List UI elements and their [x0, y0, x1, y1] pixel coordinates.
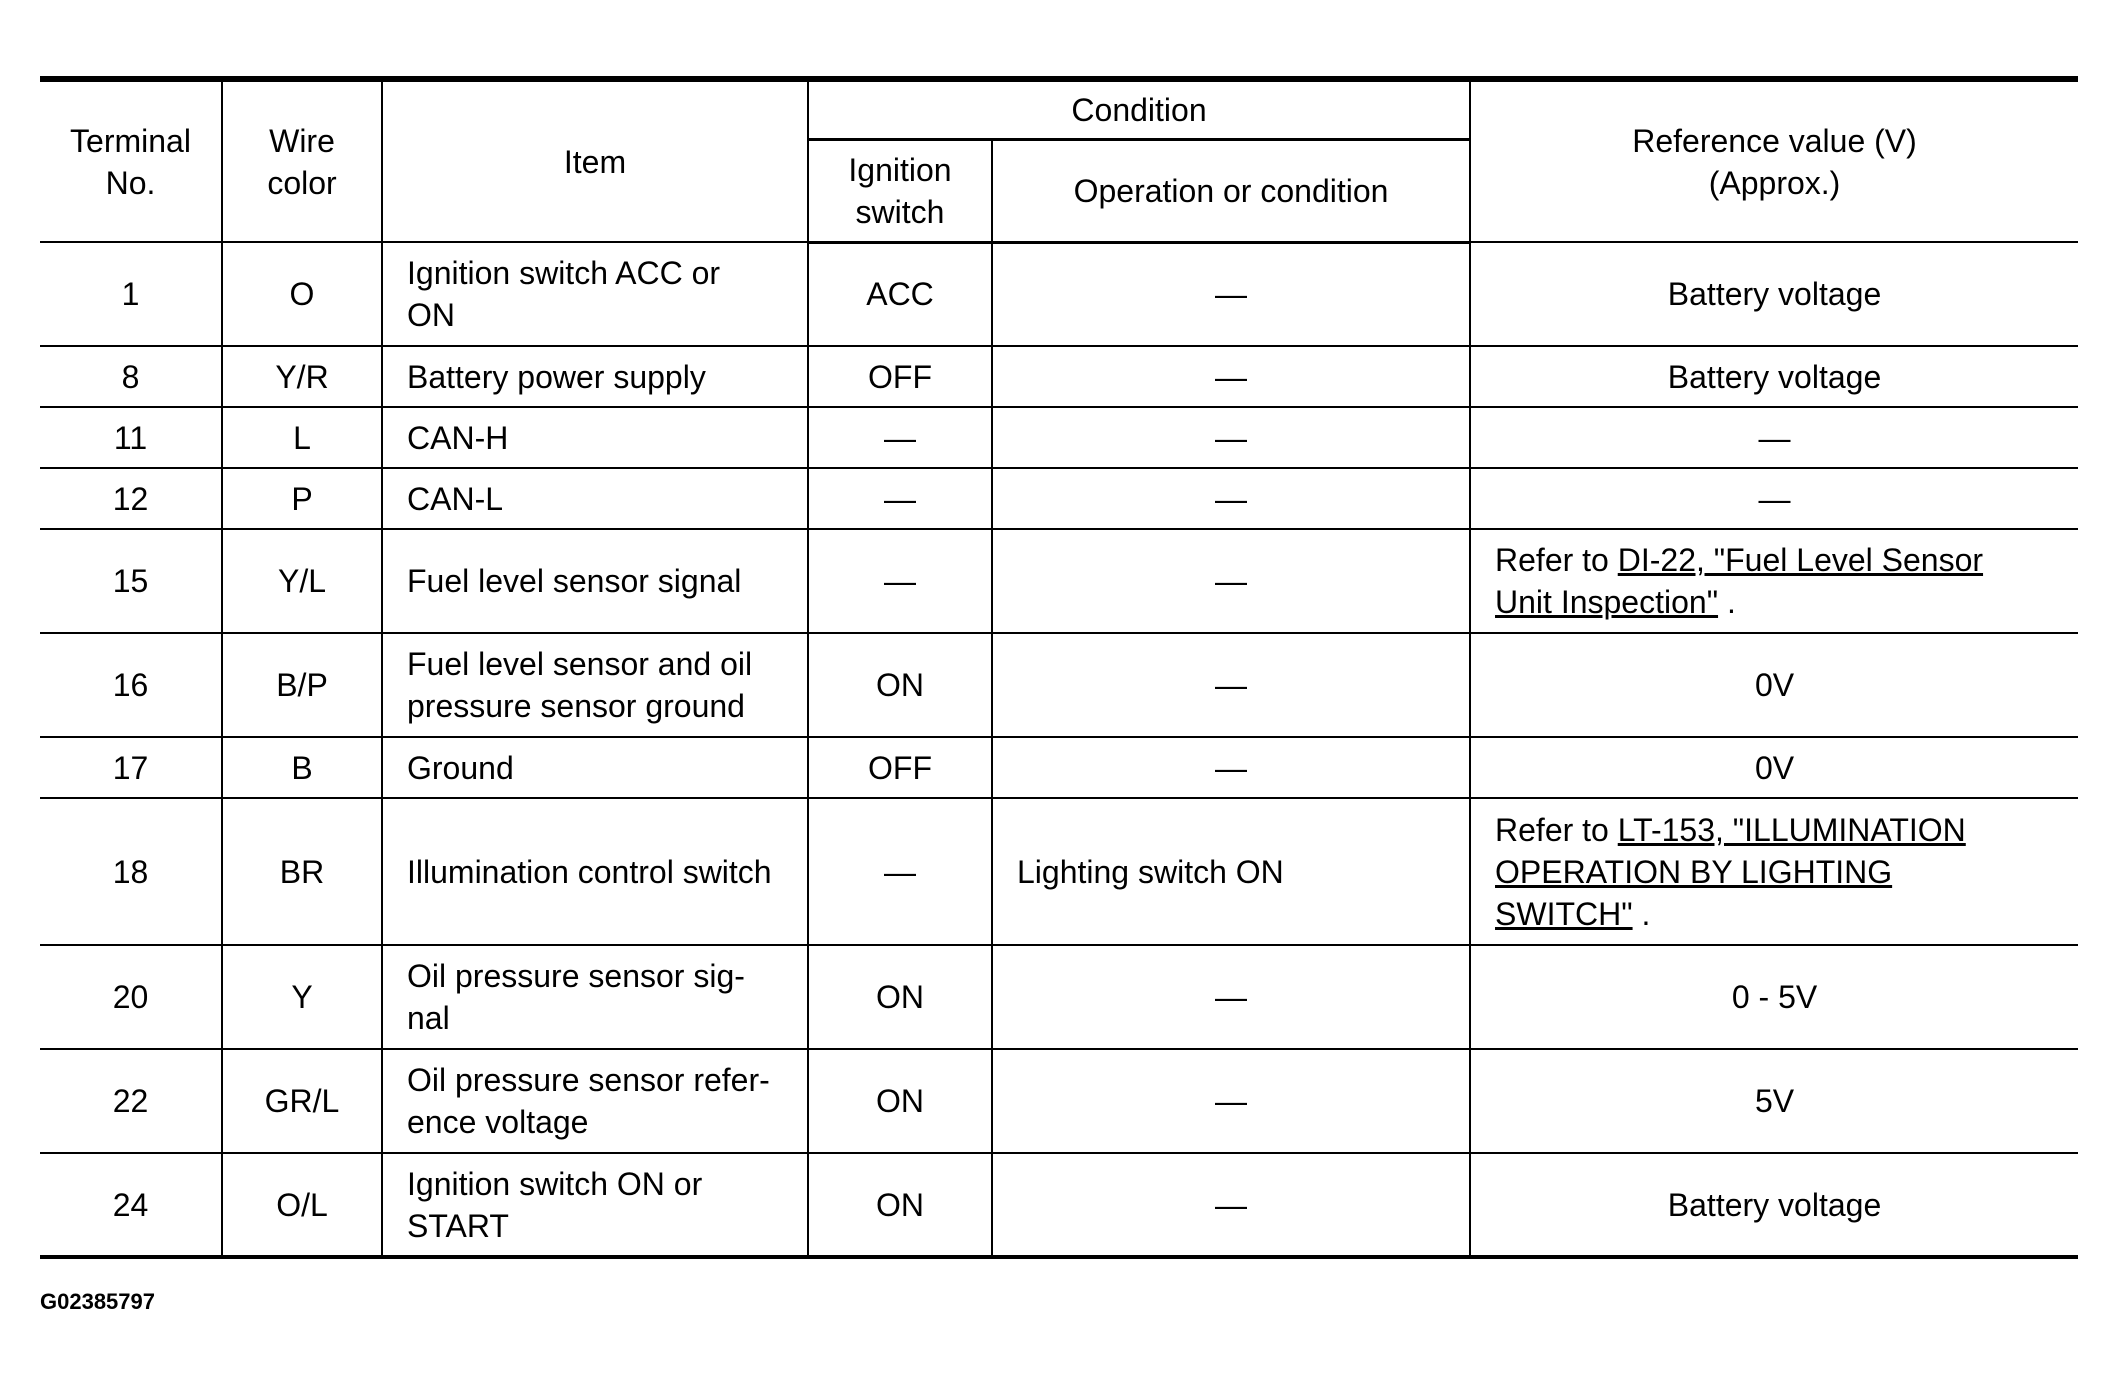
terminal-no-cell: 1: [40, 242, 222, 346]
ignition-switch-cell: OFF: [808, 737, 992, 798]
reference-value-cell: —: [1470, 407, 2078, 468]
operation-cell: —: [992, 529, 1470, 633]
reference-link[interactable]: DI-22, "Fuel Level Sensor: [1617, 542, 1984, 578]
table-row: [40, 798, 2078, 945]
ignition-switch-cell: —: [808, 407, 992, 468]
wire-color-cell: P: [222, 468, 382, 529]
ignition-switch-cell: —: [808, 468, 992, 529]
terminal-no-cell: 18: [40, 798, 222, 945]
item-cell: Fuel level sensor and oil pressure sensor ground: [382, 633, 808, 737]
document-id: G02385797: [40, 1289, 155, 1314]
reference-value-cell: Battery voltage: [1470, 1153, 2078, 1257]
table-row: [40, 945, 2078, 1049]
table-body: [40, 242, 2078, 1257]
item-cell: CAN-L: [382, 468, 808, 529]
wire-color-cell: O: [222, 242, 382, 346]
ignition-switch-cell: ON: [808, 1049, 992, 1153]
item-cell: Oil pressure sensor refer- ence voltage: [382, 1049, 808, 1153]
reference-value-cell: 0V: [1470, 737, 2078, 798]
table-row: [40, 346, 2078, 407]
item-cell: Ignition switch ACC or ON: [382, 242, 808, 346]
wire-color-cell: GR/L: [222, 1049, 382, 1153]
operation-cell: —: [992, 346, 1470, 407]
table-row: [40, 242, 2078, 346]
header-condition: Condition: [808, 79, 1470, 139]
terminal-reference-table: [40, 76, 2078, 1259]
table-row: [40, 633, 2078, 737]
item-cell: Oil pressure sensor sig- nal: [382, 945, 808, 1049]
reference-link[interactable]: LT-153, "ILLUMINATION: [1617, 811, 1966, 848]
operation-cell: —: [992, 737, 1470, 798]
wire-color-cell: Y: [222, 945, 382, 1049]
reference-value-cell: Refer to DI-22, "Fuel Level Sensor Unit Inspection" .: [1470, 529, 2078, 633]
ignition-switch-cell: ON: [808, 633, 992, 737]
operation-cell: —: [992, 407, 1470, 468]
ignition-switch-cell: —: [808, 798, 992, 945]
item-cell: Ignition switch ON or START: [382, 1153, 808, 1257]
terminal-no-cell: 17: [40, 737, 222, 798]
header-wire-color: Wire color: [222, 79, 382, 242]
wire-color-cell: Y/L: [222, 529, 382, 633]
reference-value-cell: Battery voltage: [1470, 242, 2078, 346]
wire-color-cell: BR: [222, 798, 382, 945]
item-cell: Fuel level sensor signal: [382, 529, 808, 633]
header-item: Item: [382, 79, 808, 242]
reference-value-cell: Battery voltage: [1470, 346, 2078, 407]
terminal-no-cell: 8: [40, 346, 222, 407]
terminal-no-cell: 11: [40, 407, 222, 468]
item-cell: Illumination control switch: [382, 798, 808, 945]
header-ignition-switch: Ignition switch: [808, 139, 992, 242]
operation-cell: —: [992, 1049, 1470, 1153]
table-row: [40, 468, 2078, 529]
operation-cell: —: [992, 633, 1470, 737]
ignition-switch-cell: ACC: [808, 242, 992, 346]
terminal-no-cell: 12: [40, 468, 222, 529]
wire-color-cell: B: [222, 737, 382, 798]
wire-color-cell: L: [222, 407, 382, 468]
table-row: [40, 529, 2078, 633]
terminal-no-cell: 22: [40, 1049, 222, 1153]
operation-cell: Lighting switch ON: [992, 798, 1470, 945]
item-cell: Battery power supply: [382, 346, 808, 407]
table-row: [40, 407, 2078, 468]
operation-cell: —: [992, 468, 1470, 529]
terminal-no-cell: 20: [40, 945, 222, 1049]
wire-color-cell: Y/R: [222, 346, 382, 407]
terminal-no-cell: 15: [40, 529, 222, 633]
reference-link[interactable]: Unit Inspection": [1495, 584, 1719, 620]
table-row: [40, 1049, 2078, 1153]
reference-value-cell: 0 - 5V: [1470, 945, 2078, 1049]
reference-link[interactable]: SWITCH": [1495, 895, 1633, 932]
header-operation-or-condition: Operation or condition: [992, 139, 1470, 242]
item-cell: Ground: [382, 737, 808, 798]
header-reference-value: Reference value (V) (Approx.): [1470, 79, 2078, 242]
ignition-switch-cell: ON: [808, 1153, 992, 1257]
reference-value-cell: 0V: [1470, 633, 2078, 737]
table-row: [40, 1153, 2078, 1257]
wire-color-cell: O/L: [222, 1153, 382, 1257]
operation-cell: —: [992, 945, 1470, 1049]
item-cell: CAN-H: [382, 407, 808, 468]
operation-cell: —: [992, 242, 1470, 346]
table-row: [40, 737, 2078, 798]
terminal-no-cell: 24: [40, 1153, 222, 1257]
ignition-switch-cell: ON: [808, 945, 992, 1049]
reference-link[interactable]: OPERATION BY LIGHTING: [1495, 853, 1893, 890]
reference-value-cell: —: [1470, 468, 2078, 529]
header-terminal-no: Terminal No.: [40, 79, 222, 242]
reference-value-cell: 5V: [1470, 1049, 2078, 1153]
operation-cell: —: [992, 1153, 1470, 1257]
ignition-switch-cell: —: [808, 529, 992, 633]
terminal-no-cell: 16: [40, 633, 222, 737]
wire-color-cell: B/P: [222, 633, 382, 737]
ignition-switch-cell: OFF: [808, 346, 992, 407]
reference-value-cell: Refer to LT-153, "ILLUMINATION OPERATION BY LIGHTING SWITCH" .: [1470, 798, 2078, 945]
